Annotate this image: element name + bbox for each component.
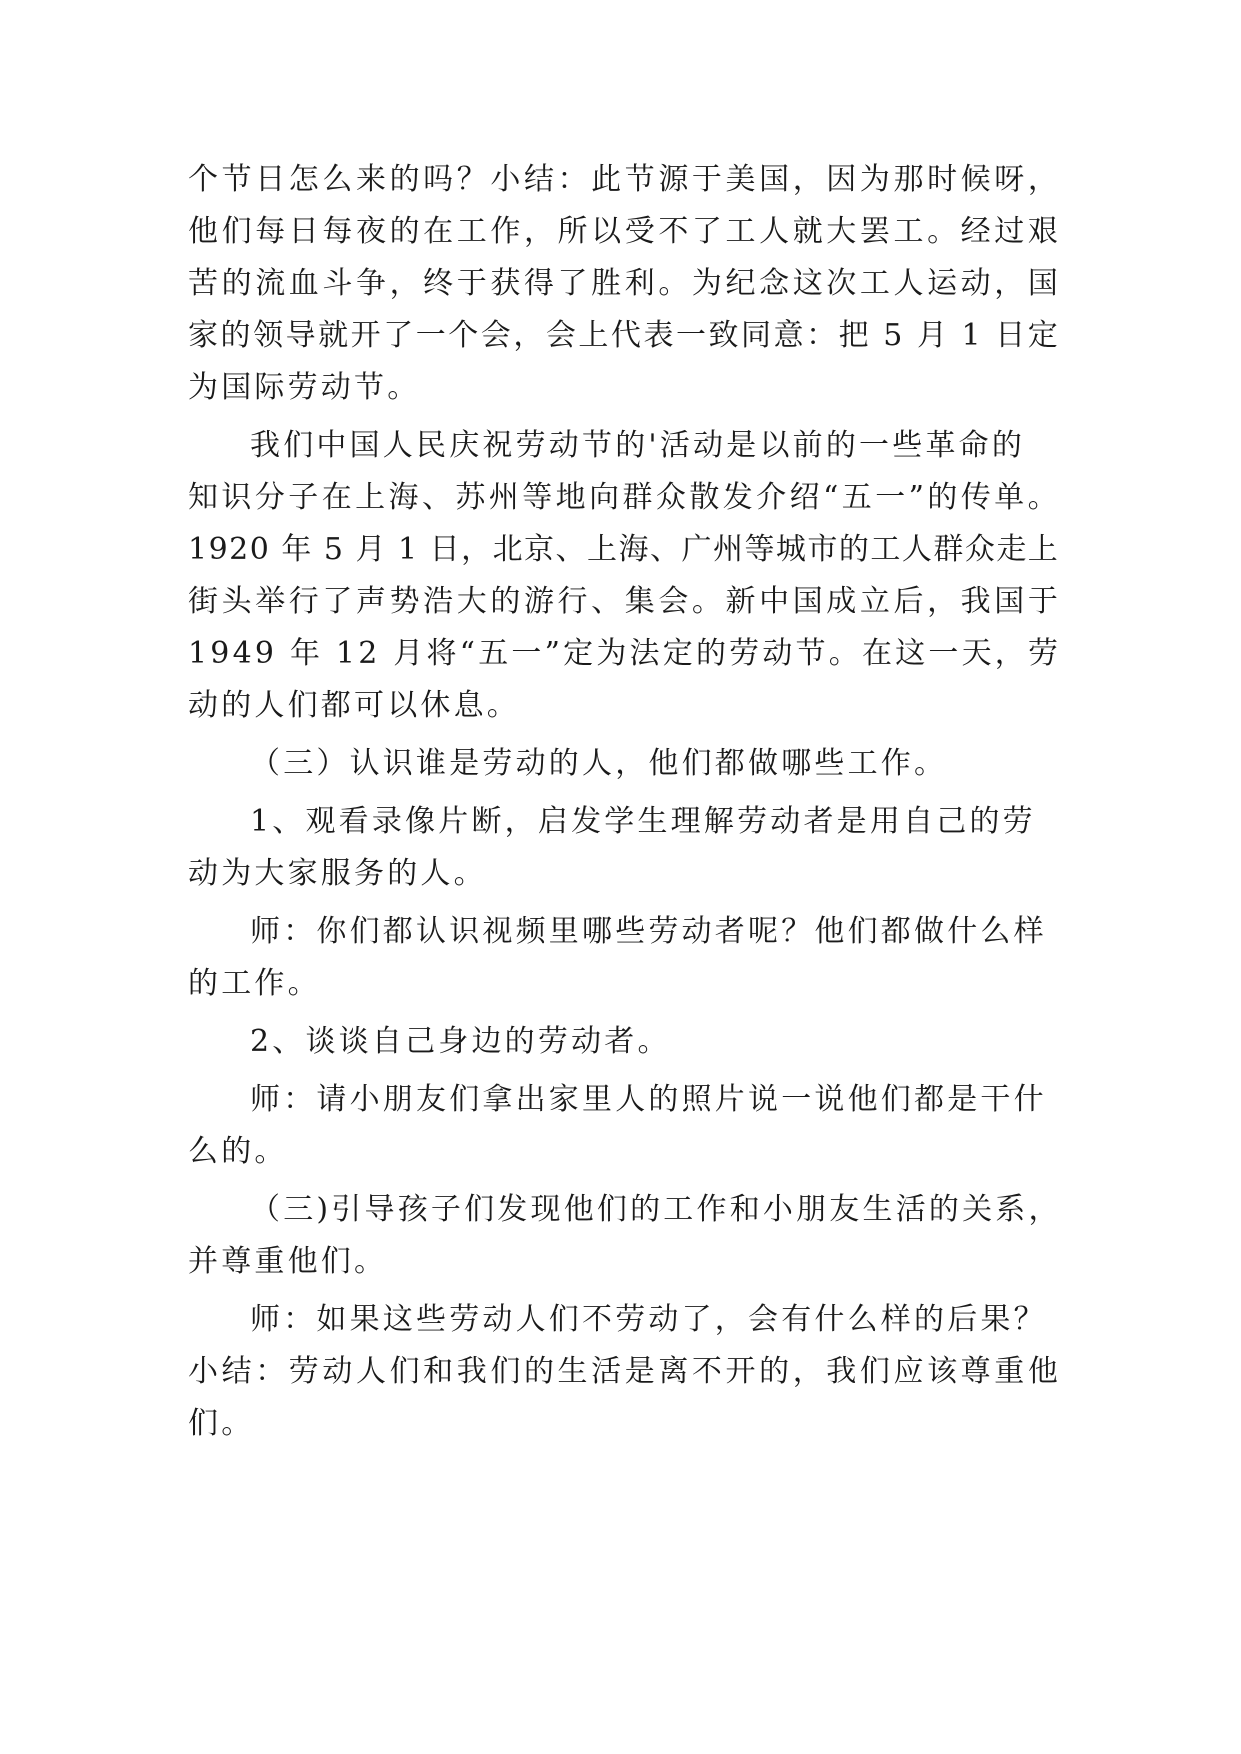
text-line: 1 9 2 0 年 5 月 1 日 ， 北 京 、 上 海 、 广 州 等 城 市 的 工 人 群 众 走 上 xyxy=(188,532,1058,567)
text-line: 么的。 xyxy=(188,1134,288,1169)
text-line: 他 们 每 日 每 夜 的 在 工 作 ， 所 以 受 不 了 工 人 就 大 罢 工 。 经 过 艰 xyxy=(188,214,1058,249)
paragraph-first-line: 我们中国人民庆祝劳动节的'活动是以前的一些革命的 xyxy=(250,428,1026,463)
paragraph-first-line: 2、谈谈自己身边的劳动者。 xyxy=(250,1024,671,1059)
paragraph-first-line: 师：请小朋友们拿出家里人的照片说一说他们都是干什 xyxy=(250,1082,1047,1117)
text-line: 个 节 日 怎 么 来 的 吗 ？ 小 结 ： 此 节 源 于 美 国 ， 因 为 那 时 候 呀 ， xyxy=(188,162,1058,197)
text-line: 家 的 领 导 就 开 了 一 个 会 ， 会 上 代 表 一 致 同 意 ： 把 5 月 1 日 定 xyxy=(188,318,1058,353)
text-line: 动为大家服务的人。 xyxy=(188,856,487,891)
paragraph-first-line: 师：你们都认识视频里哪些劳动者呢？他们都做什么样 xyxy=(250,914,1047,949)
section-heading: （三)引导孩子们发现他们的工作和小朋友生活的关系， xyxy=(250,1192,1062,1227)
text-line: 动的人们都可以休息。 xyxy=(188,688,520,723)
text-line: 并尊重他们。 xyxy=(188,1244,388,1279)
paragraph-first-line: 师：如果这些劳动人们不劳动了，会有什么样的后果？ xyxy=(250,1302,1047,1337)
text-line: 1 9 4 9 年 1 2 月 将 “ 五 一 ” 定 为 法 定 的 劳 动 节 。 在 这 一 天 ， 劳 xyxy=(188,636,1058,671)
text-line: 的工作。 xyxy=(188,966,321,1001)
text-line: 小 结 ： 劳 动 人 们 和 我 们 的 生 活 是 离 不 开 的 ， 我 们 应 该 尊 重 他 xyxy=(188,1354,1058,1389)
text-line: 们。 xyxy=(188,1406,255,1441)
text-line: 街 头 举 行 了 声 势 浩 大 的 游 行 、 集 会 。 新 中 国 成 立 后 ， 我 国 于 xyxy=(188,584,1058,619)
text-line: 苦 的 流 血 斗 争 ， 终 于 获 得 了 胜 利 。 为 纪 念 这 次 工 人 运 动 ， 国 xyxy=(188,266,1058,301)
paragraph-first-line: 1、观看录像片断，启发学生理解劳动者是用自己的劳 xyxy=(250,804,1036,839)
text-line: 为国际劳动节。 xyxy=(188,370,421,405)
text-line: 知 识 分 子 在 上 海 、 苏 州 等 地 向 群 众 散 发 介 绍 “ 五 一 ” 的 传 单 。 xyxy=(188,480,1058,515)
section-heading: （三）认识谁是劳动的人，他们都做哪些工作。 xyxy=(250,746,948,781)
